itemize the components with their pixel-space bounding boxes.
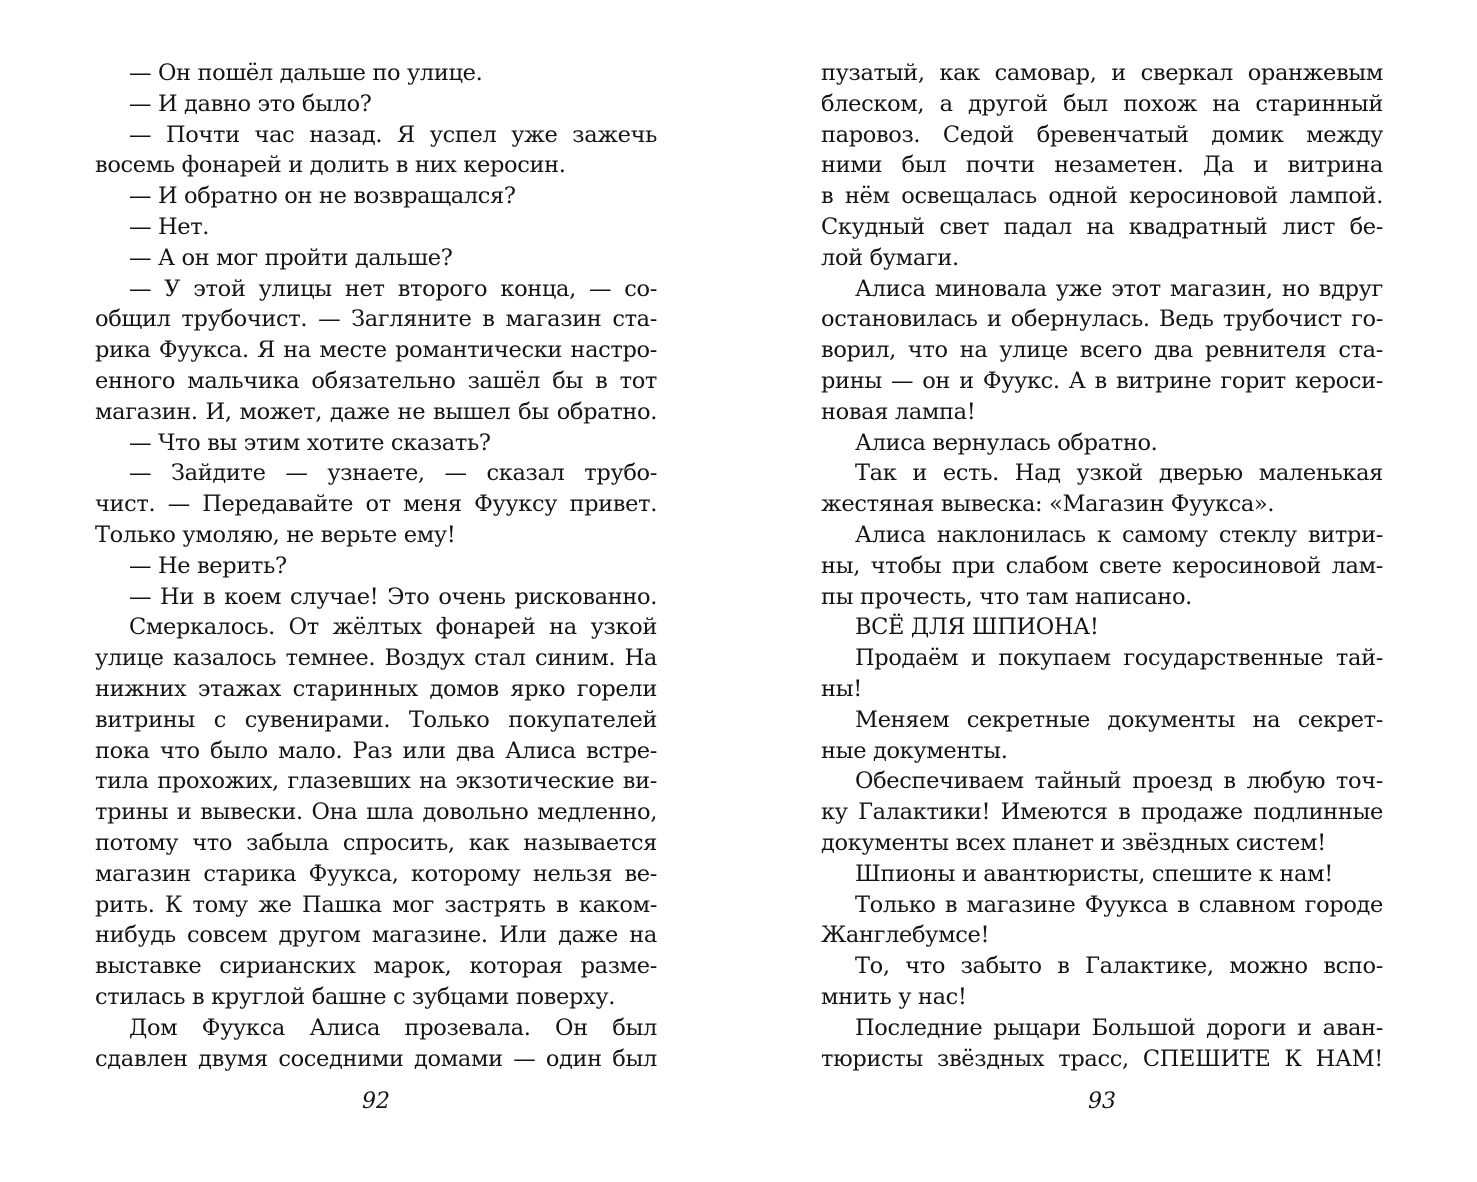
text-line: выставке сирианских марок, которая разме- bbox=[95, 953, 657, 980]
text-line: То, что забыто в Галактике, можно вспо- bbox=[855, 953, 1383, 980]
text-line: — Нет. bbox=[129, 213, 210, 240]
text-line: Только в магазине Фуукса в славном городе bbox=[855, 891, 1383, 918]
text-line: пока что было мало. Раз или два Алиса встре- bbox=[95, 737, 657, 764]
text-line: Последние рыцари Большой дороги и аван- bbox=[855, 1014, 1383, 1041]
text-line: паровоз. Седой бревенчатый домик между bbox=[821, 121, 1383, 148]
text-line: витрины с сувенирами. Только покупателей bbox=[95, 706, 657, 733]
text-line: — И давно это было? bbox=[129, 90, 372, 117]
text-line: лой бумаги. bbox=[821, 244, 959, 271]
text-line: рика Фуукса. Я на месте романтически настро- bbox=[95, 337, 657, 364]
text-line: тила прохожих, глазевших на экзотические ви- bbox=[95, 768, 657, 795]
text-line: тюристы звёздных трасс, СПЕШИТЕ К НАМ! bbox=[821, 1045, 1383, 1072]
text-line: Продаём и покупаем государственные тай- bbox=[855, 645, 1383, 672]
text-line: сдавлен двумя соседними домами — один был bbox=[95, 1045, 657, 1072]
text-line: Шпионы и авантюристы, спешите к нам! bbox=[855, 860, 1333, 887]
text-line: остановилась и обернулась. Ведь трубочист го- bbox=[821, 306, 1383, 333]
text-line: пузатый, как самовар, и сверкал оранжевым bbox=[821, 60, 1383, 86]
text-line: ны, чтобы при слабом свете керосиновой лам- bbox=[821, 552, 1383, 579]
text-line: Скудный свет падал на квадратный лист бе- bbox=[821, 213, 1383, 240]
text-line: Только умоляю, не верьте ему! bbox=[95, 521, 456, 548]
text-line: Дом Фуукса Алиса прозевала. Он был bbox=[129, 1014, 657, 1041]
text-line: Так и есть. Над узкой дверью маленькая bbox=[855, 460, 1383, 487]
text-line: чист. — Передавайте от меня Фууксу привет. bbox=[95, 491, 657, 518]
text-line: документы всех планет и звёздных систем! bbox=[821, 829, 1326, 856]
text-line: рины — он и Фуукс. А в витрине горит кероси- bbox=[821, 367, 1383, 394]
text-line: общил трубочист. — Загляните в магазин ста- bbox=[95, 306, 657, 333]
text-line: блеском, а другой был похож на старинный bbox=[821, 90, 1383, 117]
text-line: Жанглебумсе! bbox=[821, 922, 990, 949]
text-line: ворил, что на улице всего два ревнителя ста- bbox=[821, 337, 1383, 364]
text-line: пы прочесть, что там написано. bbox=[821, 583, 1192, 610]
text-line: в нём освещалась одной керосиновой лампой. bbox=[821, 183, 1383, 210]
text-line: — Что вы этим хотите сказать? bbox=[129, 429, 491, 456]
text-line: новая лампа! bbox=[821, 398, 976, 425]
left-page bbox=[95, 58, 657, 1074]
text-line: нибудь совсем другом магазине. Или даже на bbox=[95, 922, 657, 949]
text-line: ку Галактики! Имеются в продаже подлинные bbox=[821, 799, 1383, 826]
text-line: ные документы. bbox=[821, 737, 1008, 764]
left-page-number: 92 bbox=[362, 1089, 390, 1114]
text-line: — А он мог пройти дальше? bbox=[129, 244, 453, 271]
text-line: восемь фонарей и долить в них керосин. bbox=[95, 152, 566, 179]
text-line: магазин старика Фуукса, которому нельзя ве- bbox=[95, 860, 657, 887]
text-line: стилась в круглой башне с зубцами поверху. bbox=[95, 983, 616, 1010]
right-page-number: 93 bbox=[1088, 1089, 1116, 1114]
text-line: Смеркалось. От жёлтых фонарей на узкой bbox=[129, 614, 657, 641]
text-line: улице казалось темнее. Воздух стал синим. На bbox=[95, 645, 657, 672]
text-line: енного мальчика обязательно зашёл бы в тот bbox=[95, 367, 657, 394]
text-line: магазин. И, может, даже не вышел бы обратно. bbox=[95, 398, 657, 425]
text-line: — Не верить? bbox=[129, 552, 287, 579]
text-line: потому что забыла спросить, как называется bbox=[95, 829, 657, 856]
text-line: Обеспечиваем тайный проезд в любую точ- bbox=[855, 768, 1383, 795]
text-line: Алиса миновала уже этот магазин, но вдруг bbox=[855, 275, 1383, 302]
text-line: ВСЁ ДЛЯ ШПИОНА! bbox=[855, 614, 1099, 641]
text-line: — Ни в коем случае! Это очень рискованно. bbox=[129, 583, 657, 610]
text-line: — Он пошёл дальше по улице. bbox=[129, 60, 483, 86]
text-line: жестяная вывеска: «Магазин Фуукса». bbox=[821, 491, 1275, 518]
text-line: Алиса вернулась обратно. bbox=[855, 429, 1158, 456]
text-line: мнить у нас! bbox=[821, 983, 967, 1010]
text-line: ны! bbox=[821, 675, 862, 702]
text-line: нижних этажах старинных домов ярко горели bbox=[95, 675, 657, 702]
text-line: — Зайдите — узнаете, — сказал трубо- bbox=[129, 460, 657, 487]
text-line: Меняем секретные документы на секрет- bbox=[855, 706, 1383, 733]
text-line: трины и вывески. Она шла довольно медленно, bbox=[95, 799, 657, 826]
text-line: рить. К тому же Пашка мог застрять в каком- bbox=[95, 891, 657, 918]
text-line: — И обратно он не возвращался? bbox=[129, 183, 516, 210]
right-page bbox=[821, 58, 1383, 1074]
text-line: — У этой улицы нет второго конца, — со- bbox=[129, 275, 657, 302]
text-line: — Почти час назад. Я успел уже зажечь bbox=[129, 121, 657, 148]
text-line: ними был почти незаметен. Да и витрина bbox=[821, 152, 1383, 179]
text-line: Алиса наклонилась к самому стеклу витри- bbox=[855, 521, 1383, 548]
